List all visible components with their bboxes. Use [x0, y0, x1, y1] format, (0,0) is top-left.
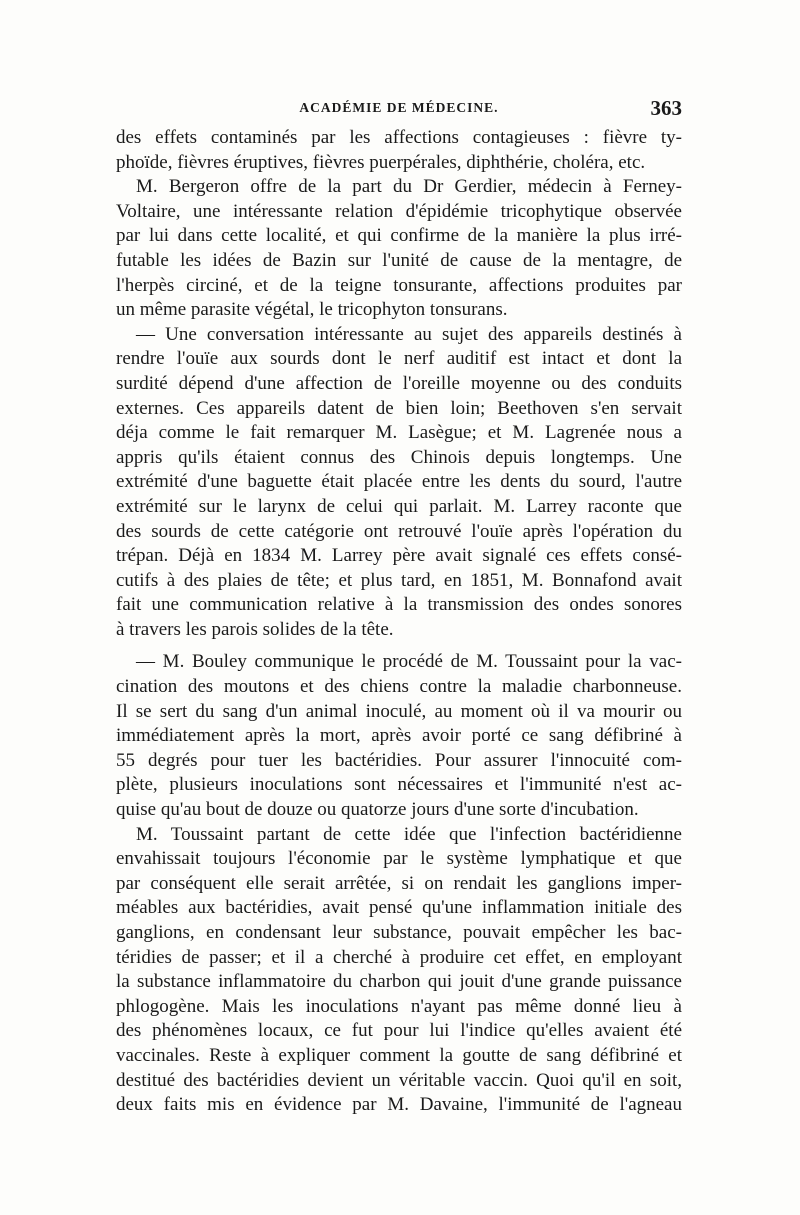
text-line: par conséquent elle serait arrêtée, si on rendait les ganglions imper- — [116, 872, 682, 894]
text-line: cination des moutons et des chiens contre la maladie charbonneuse. — [116, 676, 682, 698]
paragraph-gap — [116, 642, 682, 650]
text-line: Voltaire, une intéressante relation d'épidémie tricophytique observée — [116, 200, 682, 222]
text-line: méables aux bactéridies, avait pensé qu'une inflammation initiale des — [116, 897, 682, 919]
text-line: — M. Bouley communique le procédé de M. Toussaint pour la vac- — [136, 651, 682, 673]
text-line: des sourds de cette catégorie ont retrouvé l'ouïe après l'opération du — [116, 520, 682, 542]
running-title: ACADÉMIE DE MÉDECINE. — [299, 100, 499, 115]
text-line: plète, plusieurs inoculations sont nécessaires et l'immunité n'est ac- — [116, 774, 682, 796]
text-line: téridies de passer; et il a cherché à produire cet effet, en employant — [116, 946, 682, 968]
text-line: — Une conversation intéressante au sujet des appareils destinés à — [136, 323, 682, 345]
text-line: phoïde, fièvres éruptives, fièvres puerpérales, diphthérie, choléra, etc. — [116, 151, 646, 173]
text-line: M. Bergeron offre de la part du Dr Gerdier, médecin à Ferney- — [136, 176, 682, 198]
text-line: futable les idées de Bazin sur l'unité de cause de la mentagre, de — [116, 249, 682, 271]
text-line: ganglions, en condensant leur substance, pouvait empêcher les bac- — [116, 922, 682, 943]
text-line: rendre l'ouïe aux sourds dont le nerf auditif est intact et dont la — [116, 348, 682, 370]
text-line: fait une communication relative à la transmission des ondes sonores — [116, 594, 682, 616]
text-line: extrémité d'une baguette était placée entre les dents du sourd, l'autre — [116, 471, 682, 493]
text-line: l'herpès circiné, et de la teigne tonsurante, affections produites par — [116, 274, 682, 296]
page-number: 363 — [650, 96, 682, 120]
text-line: 55 degrés pour tuer les bactéridies. Pour assurer l'innocuité com- — [116, 749, 682, 771]
text-line: Il se sert du sang d'un animal inoculé, au moment où il va mourir ou — [116, 700, 682, 722]
text-line: un même parasite végétal, le tricophyton tonsurans. — [116, 299, 508, 321]
running-head — [116, 98, 682, 122]
text-line: surdité dépend d'une affection de l'oreille moyenne ou des conduits — [116, 372, 682, 394]
text-line: immédiatement après la mort, après avoir porté ce sang défibriné à — [116, 725, 682, 747]
text-line: des effets contaminés par les affections contagieuses : fièvre ty- — [116, 127, 682, 148]
text-line: des phénomènes locaux, ce fut pour lui l'indice qu'elles avaient été — [116, 1020, 682, 1042]
text-line: extrémité sur le larynx de celui qui parlait. M. Larrey raconte que — [116, 495, 682, 517]
text-line: M. Toussaint partant de cette idée que l'infection bactéridienne — [136, 823, 682, 845]
text-line: cutifs à des plaies de tête; et plus tard, en 1851, M. Bonnafond avait — [116, 569, 682, 591]
text-line: envahissait toujours l'économie par le système lymphatique et que — [116, 848, 682, 870]
body-text — [116, 126, 682, 1118]
text-line: vaccinales. Reste à expliquer comment la goutte de sang défibriné et — [116, 1044, 682, 1066]
text-line: phlogogène. Mais les inoculations n'ayant pas même donné lieu à — [116, 995, 682, 1017]
text-line: par lui dans cette localité, et qui confirme de la manière la plus irré- — [116, 225, 682, 247]
text-line: quise qu'au bout de douze ou quatorze jours d'une sorte d'incubation. — [116, 799, 639, 821]
text-line: appris qu'ils étaient connus des Chinois depuis longtemps. Une — [116, 446, 682, 468]
text-line: destitué des bactéridies devient un véritable vaccin. Quoi qu'il en soit, — [116, 1069, 682, 1091]
text-line: la substance inflammatoire du charbon qui jouit d'une grande puissance — [116, 971, 682, 993]
text-line: à travers les parois solides de la tête. — [116, 618, 394, 640]
text-line: déja comme le fait remarquer M. Lasègue; et M. Lagrenée nous a — [116, 422, 682, 444]
text-line: trépan. Déjà en 1834 M. Larrey père avait signalé ces effets consé- — [116, 545, 682, 567]
text-line: externes. Ces appareils datent de bien loin; Beethoven s'en servait — [116, 397, 682, 419]
text-line: deux faits mis en évidence par M. Davaine, l'immunité de l'agneau — [116, 1094, 682, 1116]
